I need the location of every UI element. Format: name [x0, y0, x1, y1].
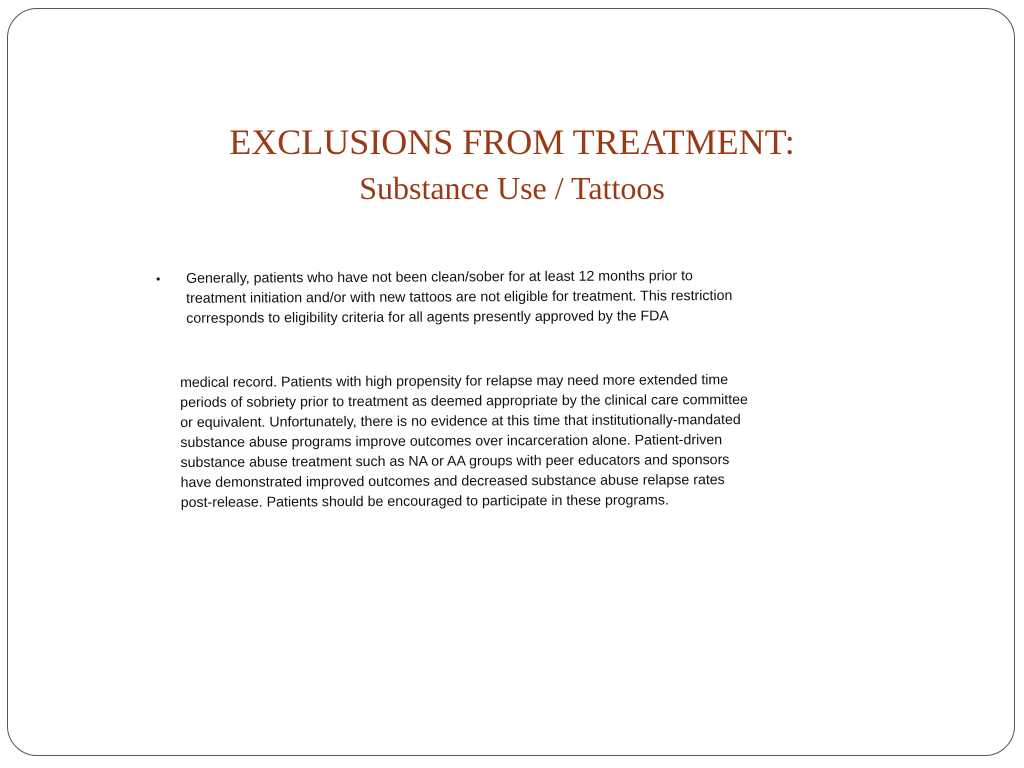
bullet-line: corresponds to eligibility criteria for all agents presently approved by the FDA	[186, 308, 669, 327]
bullet-item	[152, 265, 842, 329]
bullet-line: Generally, patients who have not been clean/sober for at least 12 months prior to	[186, 268, 693, 287]
slide-subtitle: Substance Use / Tattoos	[359, 170, 665, 206]
bullet-line: treatment initiation and/or with new tattoos are not eligible for treatment. This restriction	[186, 287, 733, 307]
slide-title-block	[0, 118, 1024, 210]
paragraph-line: substance abuse programs improve outcomes over incarceration alone. Patient-driven	[180, 432, 723, 451]
bullet-text	[186, 265, 842, 328]
paragraph-line: post-release. Patients should be encouraged to participate in these programs.	[180, 492, 669, 511]
paragraph-line: substance abuse treatment such as NA or AA groups with peer educators and sponsors	[180, 452, 730, 471]
paragraph-line: medical record. Patients with high propensity for relapse may need more extended time	[180, 372, 729, 391]
scanned-bullet-excerpt	[152, 265, 842, 329]
bullet-marker: •	[156, 271, 161, 286]
slide-title: EXCLUSIONS FROM TREATMENT:	[229, 122, 795, 162]
scanned-paragraph-excerpt	[180, 369, 853, 513]
paragraph-line: or equivalent. Unfortunately, there is no evidence at this time that institutionally-mandated	[180, 412, 741, 431]
paragraph-line: have demonstrated improved outcomes and decreased substance abuse relapse rates	[180, 472, 725, 491]
paragraph-line: periods of sobriety prior to treatment as deemed appropriate by the clinical care committee	[180, 392, 748, 411]
